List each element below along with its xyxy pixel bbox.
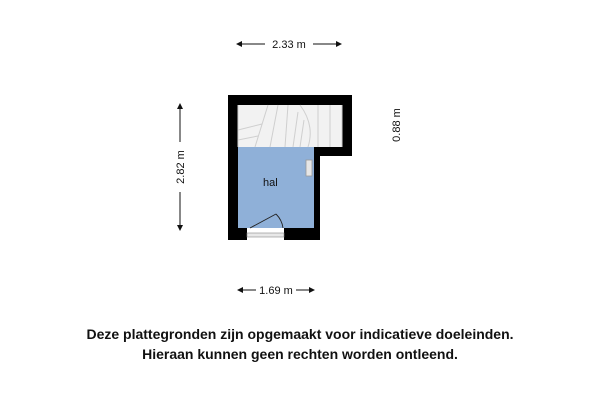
door-threshold bbox=[247, 233, 284, 237]
dimension-left bbox=[175, 106, 187, 228]
dimension-right-label: 0.88 m bbox=[391, 108, 403, 142]
wall-fixture bbox=[306, 160, 312, 176]
disclaimer bbox=[0, 324, 600, 364]
disclaimer-line-2: Hieraan kunnen geen rechten worden ontleend. bbox=[142, 346, 458, 362]
dimension-left-label: 2.82 m bbox=[175, 150, 187, 184]
dimension-top bbox=[239, 39, 339, 51]
dimension-bottom-label: 1.69 m bbox=[259, 285, 293, 297]
disclaimer-line-1: Deze plattegronden zijn opgemaakt voor indicatieve doeleinden. bbox=[86, 326, 514, 342]
room-label-hal: hal bbox=[263, 177, 278, 189]
dimension-right bbox=[391, 108, 403, 142]
dimension-top-label: 2.33 m bbox=[272, 39, 306, 51]
dimension-bottom bbox=[240, 285, 312, 297]
